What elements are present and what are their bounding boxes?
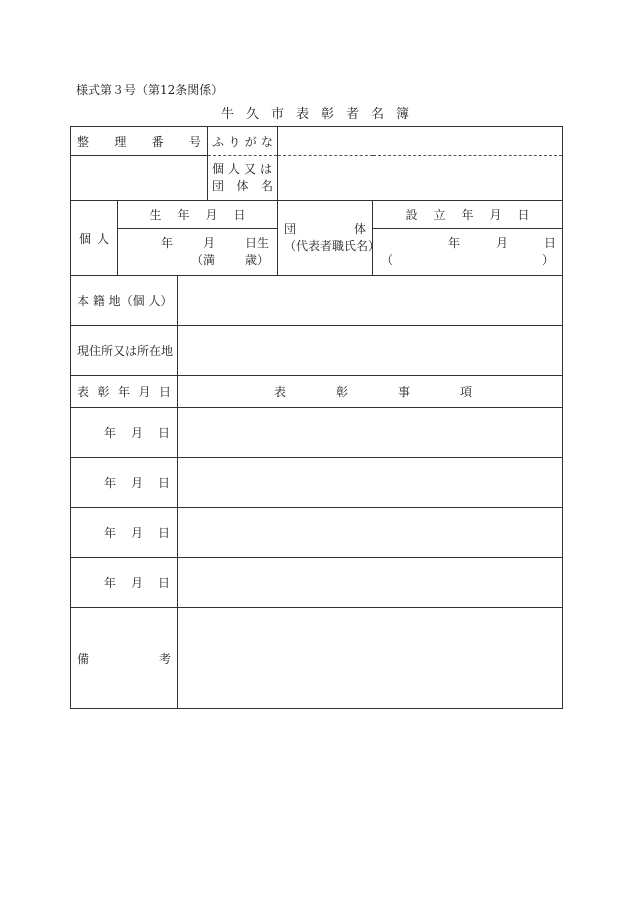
biko-label: 備 考 <box>71 608 178 709</box>
honseki-field[interactable] <box>178 276 563 326</box>
award-register-form <box>70 126 563 709</box>
award-detail-field[interactable] <box>178 508 563 558</box>
award-date-field[interactable]: 年 月 日 <box>71 508 178 558</box>
seinengappi-label: 生 年 月 日 <box>118 201 278 229</box>
seiri-bango-label: 整 理 番 号 <box>71 127 208 156</box>
hyosho-jiko-label: 表 彰 事 項 <box>178 376 563 408</box>
genjusho-field[interactable] <box>178 326 563 376</box>
setsuritsu-label: 設 立 年 月 日 <box>373 201 563 229</box>
hyosho-date-label: 表 彰 年 月 日 <box>71 376 178 408</box>
award-detail-field[interactable] <box>178 558 563 608</box>
dantai-label: 団 体 （代表者職氏名） <box>278 201 373 276</box>
furigana-label: ふ り が な <box>208 127 278 156</box>
biko-field[interactable] <box>178 608 563 709</box>
name-field[interactable] <box>278 156 563 201</box>
award-date-field[interactable]: 年 月 日 <box>71 408 178 458</box>
award-date-field[interactable]: 年 月 日 <box>71 558 178 608</box>
document-title: 牛久市表彰者名簿 <box>220 107 421 122</box>
genjusho-label: 現住所又は所在地 <box>71 326 178 376</box>
name-label: 個人又は 団 体 名 <box>208 156 278 201</box>
form-number-label: 様式第３号（第12条関係） <box>76 83 224 97</box>
birth-date-field[interactable]: 年 月 日生 （満 歳） <box>118 229 278 276</box>
kojin-label: 個 人 <box>71 201 118 276</box>
honseki-label: 本 籍 地（個 人） <box>71 276 178 326</box>
award-detail-field[interactable] <box>178 408 563 458</box>
furigana-field[interactable] <box>278 127 563 156</box>
award-detail-field[interactable] <box>178 458 563 508</box>
seiri-bango-field[interactable] <box>71 156 208 201</box>
award-date-field[interactable]: 年 月 日 <box>71 458 178 508</box>
setsuritsu-date-field[interactable]: 年 月 日 （ ） <box>373 229 563 276</box>
